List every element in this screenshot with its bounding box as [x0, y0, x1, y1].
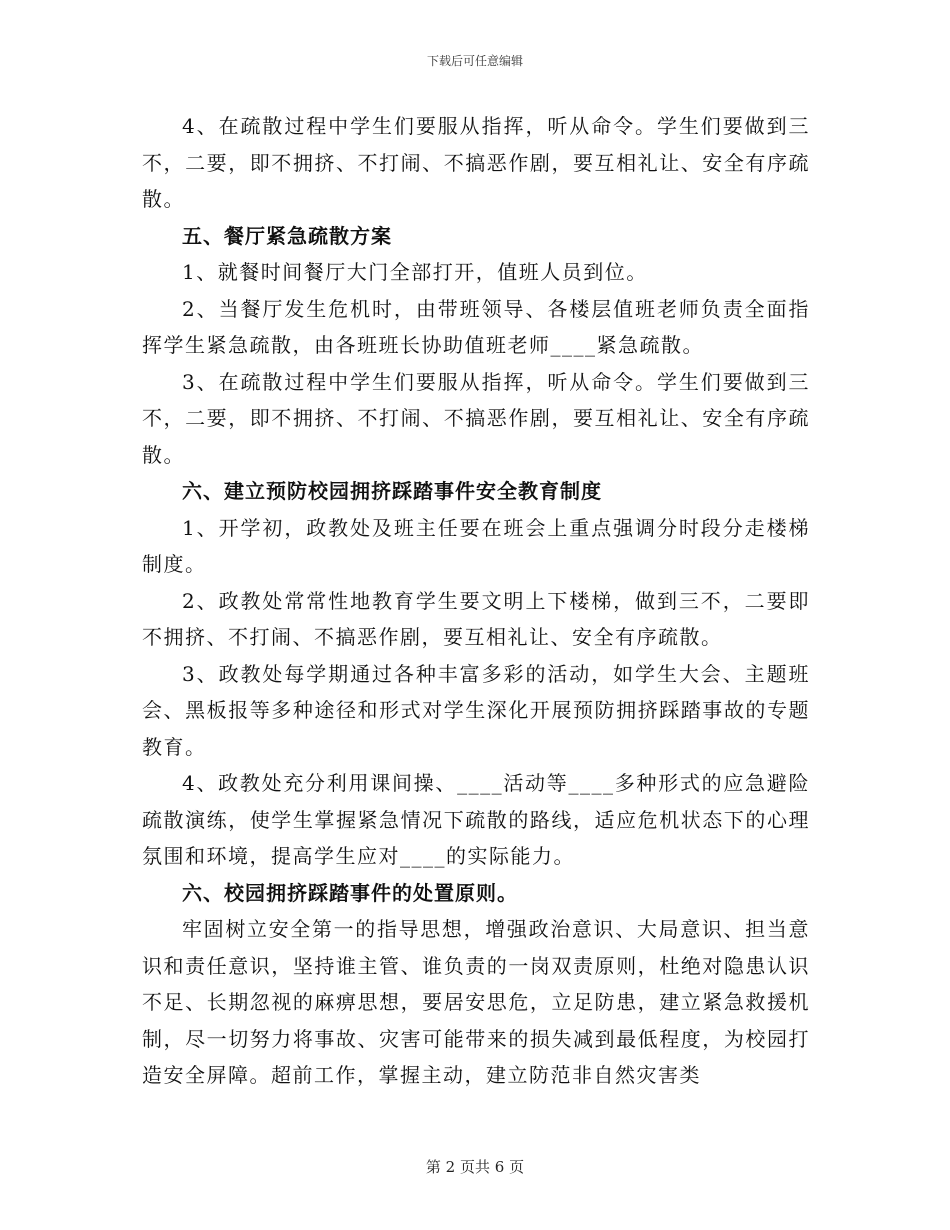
paragraph-1-canteen-doors: 1、就餐时间餐厅大门全部打开，值班人员到位。: [182, 260, 648, 284]
page-footer: 第 2 页共 6 页: [425, 1158, 525, 1176]
paragraph-4-drills: 4、政教处充分利用课间操、____活动等____多种形式的应急避险疏散演练，使学生掌握紧急情况下疏散的路线，适应危机状态下的心理氛围和环境，提高学生应对____的实际能力。: [142, 771, 810, 868]
paragraph-safety-first: 牢固树立安全第一的指导思想，增强政治意识、大局意识、担当意识和责任意识，坚持谁主管、谁负责的一岗双责原则，杜绝对隐患认识不足、长期忽视的麻痹思想，要居安思危，立足防患，建立紧急救援机制，尽一切努力将事故、灾害可能带来的损失减到最低程度，为校园打造安全屏障。超前工作，掌握主动，建立防范非自然灾害类: [142, 917, 810, 1087]
document-body: [142, 108, 810, 1094]
paragraph-2-canteen-crisis: 2、当餐厅发生危机时，由带班领导、各楼层值班老师负责全面指挥学生紧急疏散，由各班班长协助值班老师____紧急疏散。: [142, 296, 810, 357]
section-heading-safety-education: 六、建立预防校园拥挤踩踏事件安全教育制度: [182, 479, 602, 503]
section-heading-canteen-evacuation: 五、餐厅紧急疏散方案: [182, 223, 392, 248]
page-header: 下载后可任意编辑: [426, 54, 523, 68]
paragraph-3-activities: 3、政教处每学期通过各种丰富多彩的活动，如学生大会、主题班会、黑板报等多种途径和形式对学生深化开展预防拥挤踩踏事故的专题教育。: [142, 661, 810, 759]
paragraph-3-evacuation-obey: 3、在疏散过程中学生们要服从指挥，听从命令。学生们要做到三不，二要，即不拥挤、不打闹、不搞恶作剧，要互相礼让、安全有序疏散。: [142, 369, 810, 467]
paragraph-4-evacuation-obey: 4、在疏散过程中学生们要服从指挥，听从命令。学生们要做到三不，二要，即不拥挤、不打闹、不搞恶作剧，要互相礼让、安全有序疏散。: [142, 114, 810, 211]
paragraph-2-stair-etiquette: 2、政教处常常性地教育学生要文明上下楼梯，做到三不，二要即不拥挤、不打闹、不搞恶作剧，要互相礼让、安全有序疏散。: [142, 588, 810, 649]
paragraph-1-semester-start: 1、开学初，政教处及班主任要在班会上重点强调分时段分走楼梯制度。: [142, 515, 810, 576]
section-heading-handling-principles: 六、校园拥挤踩踏事件的处置原则。: [182, 880, 518, 905]
